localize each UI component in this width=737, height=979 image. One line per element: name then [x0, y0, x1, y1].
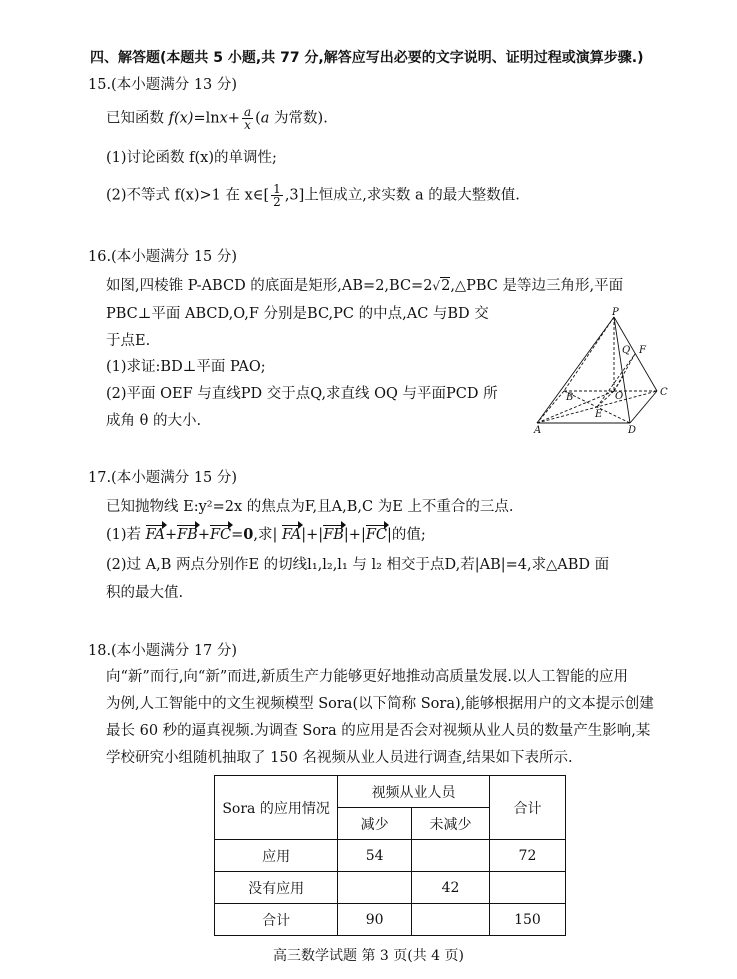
section-header: 四、解答题(本题共 5 小题,共 77 分,解答应写出必要的文字说明、证明过程或演算步骤.) — [90, 50, 644, 66]
page-footer: 高三数学试题 第 3 页(共 4 页) — [273, 948, 464, 964]
cell: 应用 — [215, 840, 338, 872]
label-B: B — [566, 392, 574, 403]
cell: 72 — [489, 840, 565, 872]
pyramid-figure — [532, 305, 682, 435]
cell — [412, 904, 490, 936]
q15-title: 15.(本小题满分 13 分) — [88, 77, 238, 93]
cell — [489, 872, 565, 904]
q17-title: 17.(本小题满分 15 分) — [88, 470, 238, 486]
cell — [412, 840, 490, 872]
q16-line3: 于点E. — [106, 333, 151, 349]
survey-table — [214, 775, 566, 936]
q15-part1: (1)讨论函数 f(x)的单调性; — [106, 150, 277, 166]
edge-PD — [614, 317, 630, 423]
cell: 没有应用 — [215, 872, 338, 904]
table-row — [215, 840, 566, 872]
q15-fraction: $\frac{a}{x}$ — [243, 105, 252, 132]
label-P: P — [612, 307, 619, 318]
table-row — [215, 904, 566, 936]
q16-line4: (1)求证:BD⊥平面 PAO; — [106, 359, 266, 375]
cell: 150 — [489, 904, 565, 936]
cell: 90 — [338, 904, 412, 936]
q18-line1: 向“新”而行,向“新”而进,新质生产力能够更好地推动高质量发展.以人工智能的应用 — [106, 669, 628, 685]
q17-line4: 积的最大值. — [106, 585, 184, 601]
q17-line2: (1)若 FA+FB+FC=0,求| FA|+|FB|+|FC|的值; — [106, 526, 426, 543]
label-D: D — [628, 425, 637, 435]
q18-line2: 为例,人工智能中的文生视频模型 Sora(以下简称 Sora),能够根据用户的文本提示创建 — [106, 696, 654, 712]
q16-line2: PBC⊥平面 ABCD,O,F 分别是BC,PC 的中点,AC 与BD 交 — [106, 306, 489, 322]
edge-DC — [630, 391, 657, 423]
edge-AB — [537, 391, 564, 423]
q16-title: 16.(本小题满分 15 分) — [88, 249, 238, 265]
edge-OQ — [614, 375, 624, 391]
q18-title: 18.(本小题满分 17 分) — [88, 643, 238, 659]
th-total: 合计 — [489, 776, 565, 840]
cell: 合计 — [215, 904, 338, 936]
label-A: A — [534, 425, 542, 435]
cell: 42 — [412, 872, 490, 904]
q15-part2-fraction: $\frac{1}{2}$ — [273, 182, 281, 209]
q16-line5: (2)平面 OEF 与直线PD 交于点Q,求直线 OQ 与平面PCD 所 — [106, 386, 498, 402]
q15-stem: 已知函数 f(x)=lnx+ $\frac{a}{x}$ (a 为常数). — [106, 105, 328, 132]
q17-line1: 已知抛物线 E:y²=2x 的焦点为F,且A,B,C 为E 上不重合的三点. — [106, 499, 514, 515]
th-no-decrease: 未减少 — [412, 808, 490, 840]
label-O: O — [615, 391, 624, 402]
label-E: E — [595, 409, 603, 420]
edge-PB — [564, 317, 614, 391]
cell — [338, 872, 412, 904]
q15-part2: (2)不等式 f(x)>1 在 x∈[ $\frac{1}{2}$ ,3]上恒成立,求实数 a 的最大整数值. — [106, 182, 520, 209]
cell: 54 — [338, 840, 412, 872]
label-F: F — [639, 345, 646, 356]
th-decrease: 减少 — [338, 808, 412, 840]
th-group: 视频从业人员 — [338, 776, 490, 808]
q17-line3: (2)过 A,B 两点分别作E 的切线l₁,l₂,l₁ 与 l₂ 相交于点D,若|AB|=4,求△ABD 面 — [106, 557, 610, 573]
table-row — [215, 872, 566, 904]
q16-line6: 成角 θ 的大小. — [106, 413, 202, 429]
q16-line1: 如图,四棱锥 P-ABCD 的底面是矩形,AB=2,BC=2√2,△PBC 是等边三角形,平面 — [106, 278, 624, 294]
q18-line3: 最长 60 秒的逼真视频.为调查 Sora 的应用是否会对视频从业人员的数量产生影响,某 — [106, 723, 651, 739]
label-C: C — [660, 387, 668, 398]
q18-line4: 学校研究小组随机抽取了 150 名视频从业人员进行调查,结果如下表所示. — [106, 750, 573, 766]
th-row-header: Sora 的应用情况 — [215, 776, 338, 840]
label-Q: Q — [622, 345, 631, 356]
